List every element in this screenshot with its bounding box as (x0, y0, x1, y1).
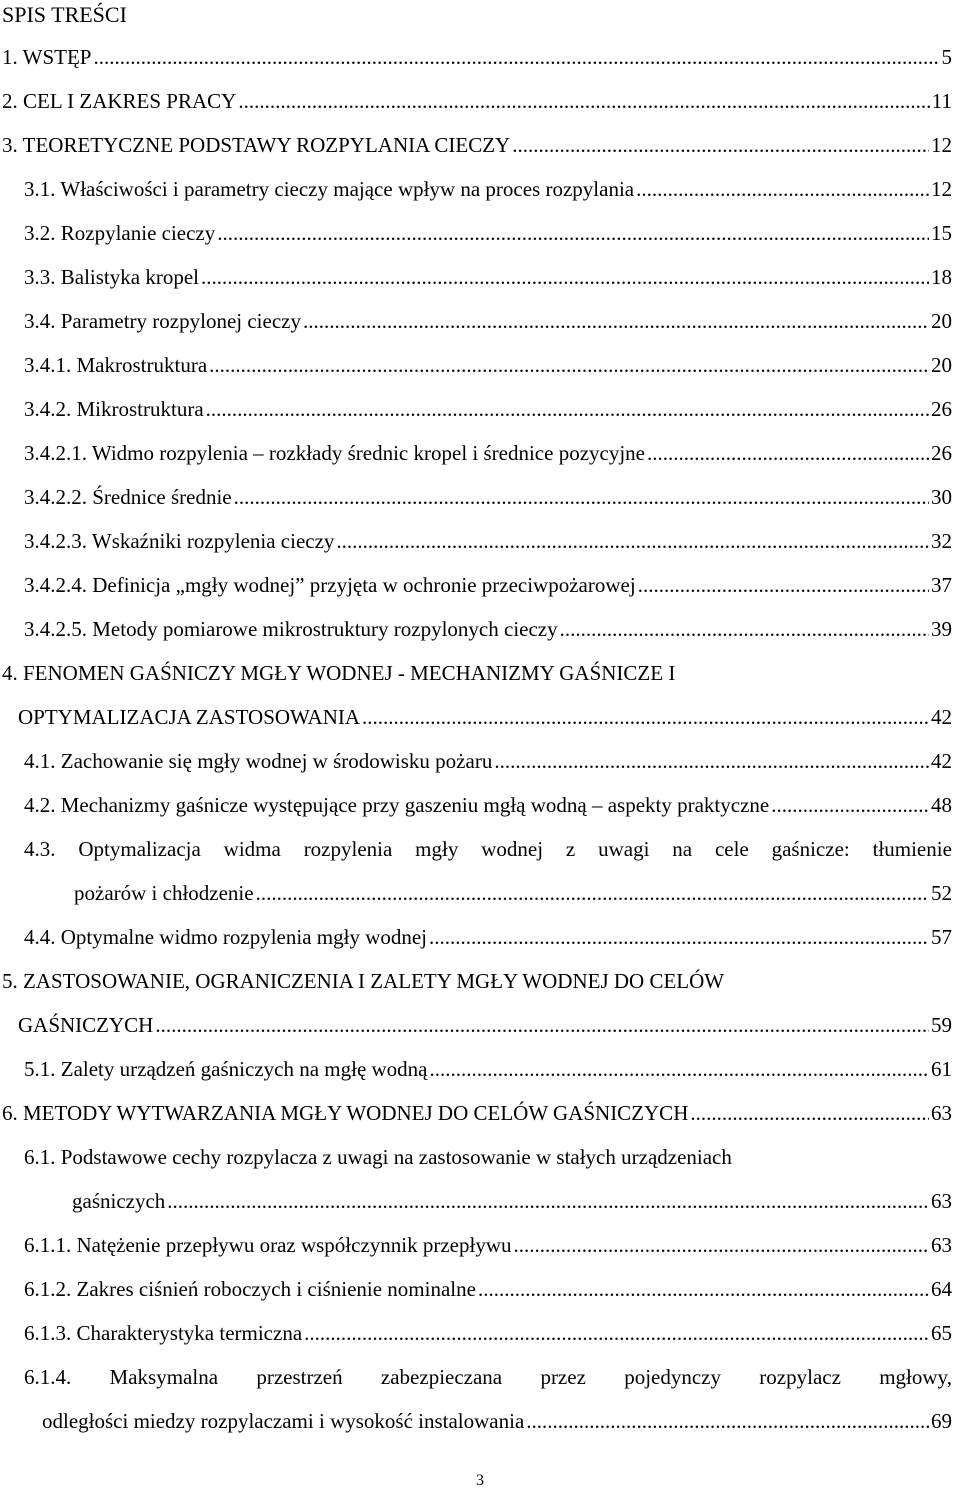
toc-word: pojedynczy (624, 1365, 721, 1389)
dot-leader (234, 484, 929, 510)
dot-leader (201, 264, 929, 290)
toc-entry[interactable] (24, 1276, 952, 1302)
toc-entry[interactable] (24, 308, 952, 334)
toc-entry-title: 3.4.2.4. Definicja „mgły wodnej” przyjęta w ochronie przeciwpożarowej (24, 573, 636, 597)
dot-leader (514, 1232, 930, 1258)
toc-entry-title: 3.4.2.3. Wskaźniki rozpylenia cieczy (24, 529, 335, 553)
toc-entry[interactable] (74, 880, 952, 906)
toc-entry[interactable] (42, 1408, 952, 1434)
toc-entry-title: 1. WSTĘP (2, 45, 92, 69)
toc-entry[interactable] (24, 1056, 952, 1082)
toc-entry[interactable] (2, 44, 952, 70)
dot-leader (560, 616, 929, 642)
toc-entry[interactable] (24, 572, 952, 598)
toc-entry-title: 6.1.2. Zakres ciśnień roboczych i ciśnienie nominalne (24, 1277, 476, 1301)
toc-entry-title: 3.4. Parametry rozpylonej cieczy (24, 309, 301, 333)
toc-entry-title: 3.4.2.5. Metody pomiarowe mikrostruktury rozpylonych cieczy (24, 617, 558, 641)
toc-entry-page: 39 (931, 617, 952, 641)
page-number: 3 (476, 1472, 484, 1489)
toc-entry[interactable] (24, 792, 952, 818)
toc-entry-title: 3.4.1. Makrostruktura (24, 353, 208, 377)
dot-leader (690, 1100, 929, 1126)
dot-leader (636, 176, 929, 202)
toc-entry-page: 12 (931, 133, 952, 157)
toc-entry[interactable] (24, 440, 952, 466)
dot-leader (478, 1276, 929, 1302)
toc-entry-page: 26 (931, 397, 952, 421)
toc-entry[interactable] (24, 264, 952, 290)
toc-entry-page: 42 (931, 705, 952, 729)
toc-word: mgły (415, 837, 459, 861)
toc-entry-title: 3.3. Balistyka kropel (24, 265, 199, 289)
toc-entry-title: 2. CEL I ZAKRES PRACY (2, 89, 237, 113)
toc-entry-page: 20 (931, 309, 952, 333)
toc-entry[interactable] (18, 1012, 952, 1038)
toc-entry-title: OPTYMALIZACJA ZASTOSOWANIA (18, 705, 361, 729)
toc-entry-page: 37 (931, 573, 952, 597)
toc-entry-page: 20 (931, 353, 952, 377)
toc-entry-first-line: 6.1. Podstawowe cechy rozpylacza z uwagi na zastosowanie w stałych urządzeniach (24, 1145, 732, 1169)
toc-entry-page: 64 (931, 1277, 952, 1301)
toc-entry-page: 11 (931, 89, 952, 113)
toc-entry-title: 3.1. Właściwości i parametry cieczy mające wpływ na proces rozpylania (24, 177, 635, 201)
toc-entry-title: odległości miedzy rozpylaczami i wysokość instalowania (42, 1409, 525, 1433)
toc-entry-title: gaśniczych (72, 1189, 166, 1213)
dot-leader (429, 924, 929, 950)
dot-leader (217, 220, 929, 246)
toc-entry-page: 18 (931, 265, 952, 289)
dot-leader (238, 88, 929, 114)
toc-word: gaśnicze: (771, 837, 850, 861)
dot-leader (336, 528, 929, 554)
toc-entry[interactable] (24, 1232, 952, 1258)
toc-entry[interactable] (24, 220, 952, 246)
toc-entry-title: 6.1.3. Charakterystyka termiczna (24, 1321, 303, 1345)
dot-leader (209, 352, 929, 378)
toc-entry-page: 63 (931, 1189, 952, 1213)
toc-entry[interactable] (24, 396, 952, 422)
toc-word: przez (540, 1365, 586, 1389)
toc-word: 4.3. (24, 837, 56, 861)
toc-entry-page: 30 (931, 485, 952, 509)
toc-entry-page: 57 (931, 925, 952, 949)
dot-leader (430, 1056, 929, 1082)
toc-word: Optymalizacja (78, 837, 201, 861)
toc-entry[interactable] (24, 748, 952, 774)
toc-entry-page: 32 (931, 529, 952, 553)
toc-entry[interactable] (24, 176, 952, 202)
toc-entry-title: 3. TEORETYCZNE PODSTAWY ROZPYLANIA CIECZY (2, 133, 511, 157)
toc-entry-page: 61 (931, 1057, 952, 1081)
dot-leader (638, 572, 929, 598)
dot-leader (167, 1188, 929, 1214)
toc-entry-page: 63 (931, 1101, 952, 1125)
toc-entry[interactable] (24, 1320, 952, 1346)
toc-entry-title: 6.1.1. Natężenie przepływu oraz współczynnik przepływu (24, 1233, 512, 1257)
toc-word: mgłowy, (879, 1365, 952, 1389)
toc-entry-title: 5.1. Zalety urządzeń gaśniczych na mgłę wodną (24, 1057, 428, 1081)
toc-entry[interactable] (18, 704, 952, 730)
dot-leader (771, 792, 929, 818)
dot-leader (647, 440, 929, 466)
toc-entry-title: 3.4.2.2. Średnice średnie (24, 485, 232, 509)
toc-word: Maksymalna (109, 1365, 219, 1389)
toc-entry-page: 42 (931, 749, 952, 773)
toc-entry[interactable] (2, 1100, 952, 1126)
toc-word: 6.1.4. (24, 1365, 72, 1389)
dot-leader (303, 308, 929, 334)
toc-entry-page: 12 (931, 177, 952, 201)
toc-entry-title: 3.2. Rozpylanie cieczy (24, 221, 216, 245)
toc-word: z (565, 837, 576, 861)
toc-entry-page: 65 (931, 1321, 952, 1345)
toc-entry[interactable] (24, 924, 952, 950)
dot-leader (494, 748, 929, 774)
toc-entry-first-line (24, 836, 952, 862)
toc-word: przestrzeń (256, 1365, 343, 1389)
toc-entry-title: 3.4.2. Mikrostruktura (24, 397, 204, 421)
toc-entry-page: 59 (931, 1013, 952, 1037)
toc-entry[interactable] (2, 132, 952, 158)
toc-entry-title: 6. METODY WYTWARZANIA MGŁY WODNEJ DO CELÓW GAŚNICZYCH (2, 1101, 689, 1125)
toc-entry-title: GAŚNICZYCH (18, 1013, 154, 1037)
toc-entry-page: 52 (931, 881, 952, 905)
toc-entry-first-line (24, 1364, 952, 1390)
toc-word: uwagi (598, 837, 650, 861)
toc-entry-title: 3.4.2.1. Widmo rozpylenia – rozkłady średnic kropel i średnice pozycyjne (24, 441, 645, 465)
dot-leader (526, 1408, 929, 1434)
toc-entry[interactable] (24, 616, 952, 642)
toc-entry-page: 48 (931, 793, 952, 817)
toc-entry-title: pożarów i chłodzenie (74, 881, 254, 905)
toc-word: zabezpieczana (380, 1365, 503, 1389)
toc-word: na (672, 837, 693, 861)
dot-leader (206, 396, 929, 422)
toc-entry[interactable] (72, 1188, 952, 1214)
toc-word: cele (714, 837, 749, 861)
toc-entry-title: 4.4. Optymalne widmo rozpylenia mgły wodnej (24, 925, 428, 949)
toc-entry-first-line: 4. FENOMEN GAŚNICZY MGŁY WODNEJ - MECHANIZMY GAŚNICZE I (2, 661, 676, 685)
dot-leader (93, 44, 939, 70)
toc-entry-first-line: 5. ZASTOSOWANIE, OGRANICZENIA I ZALETY MGŁY WODNEJ DO CELÓW (2, 969, 725, 993)
toc-word: rozpylenia (303, 837, 393, 861)
toc-entry-title: 4.1. Zachowanie się mgły wodnej w środowisku pożaru (24, 749, 493, 773)
toc-word: wodnej (481, 837, 544, 861)
toc-entry-page: 5 (941, 45, 952, 69)
toc-entry[interactable] (24, 528, 952, 554)
toc-entry-title: 4.2. Mechanizmy gaśnicze występujące przy gaszeniu mgłą wodną – aspekty praktyczne (24, 793, 770, 817)
dot-leader (512, 132, 929, 158)
toc-word: rozpylacz (759, 1365, 841, 1389)
toc-word: tłumienie (872, 837, 952, 861)
toc-entry[interactable] (2, 88, 952, 114)
toc-entry-page: 26 (931, 441, 952, 465)
toc-entry-page: 69 (931, 1409, 952, 1433)
dot-leader (304, 1320, 929, 1346)
toc-entry-page: 15 (931, 221, 952, 245)
toc-entry[interactable] (24, 352, 952, 378)
toc-word: widma (223, 837, 281, 861)
toc-entry-page: 63 (931, 1233, 952, 1257)
dot-leader (362, 704, 929, 730)
dot-leader (155, 1012, 929, 1038)
toc-heading: SPIS TREŚCI (2, 2, 127, 27)
dot-leader (256, 880, 929, 906)
toc-entry[interactable] (24, 484, 952, 510)
